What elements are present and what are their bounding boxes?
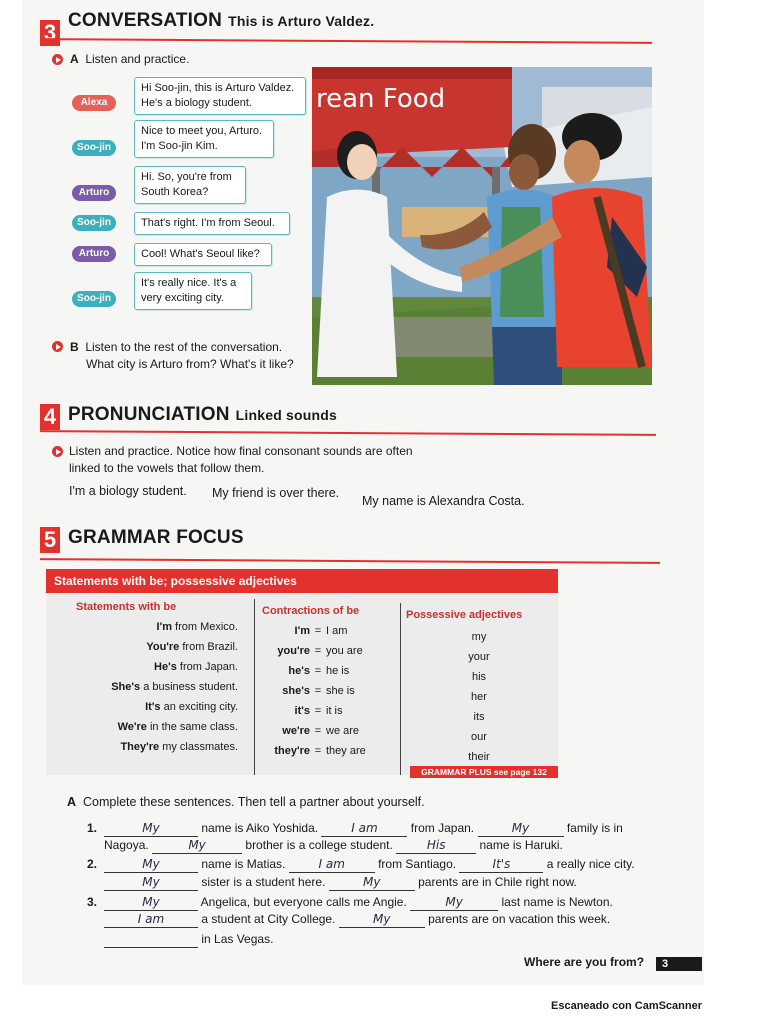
statement-row: We're in the same class.: [117, 721, 238, 733]
exercise-line-2: Nagoya. My brother is a college student. His name is Haruki.: [104, 838, 563, 852]
contraction-row: I'm = I am: [294, 625, 348, 637]
item-number-1: 1.: [87, 821, 98, 835]
section-3-title: [68, 10, 374, 32]
speech-bubble-4: That's right. I'm from Seoul.: [134, 212, 290, 235]
section-4-number: 4: [40, 404, 60, 430]
speech-bubble-5: Cool! What's Seoul like?: [134, 243, 272, 266]
section-4-subtitle: Linked sounds: [235, 407, 338, 423]
grammar-box-title: Statements with be; possessive adjectives: [46, 569, 558, 593]
item-number-3: 3.: [87, 895, 98, 909]
answer-blank-empty[interactable]: [104, 931, 198, 948]
exercise-line-5: My Angelica, but everyone calls me Angie. My last name is Newton.: [104, 894, 613, 911]
exercise-line-3: My name is Matias. I am from Santiago. It's a really nice city.: [104, 856, 635, 873]
page-number: 3: [656, 957, 702, 971]
linked-example-1: I'm a biology student.: [69, 484, 187, 498]
exercise-a-instruction: A Complete these sentences. Then tell a partner about yourself.: [67, 795, 425, 809]
statement-row: I'm from Mexico.: [156, 621, 238, 633]
scanner-watermark: Escaneado con CamScanner: [551, 1000, 703, 1012]
section-3-subtitle: This is Arturo Valdez.: [228, 13, 375, 29]
grammar-box: [46, 569, 558, 775]
exercise-line-4: My sister is a student here. My parents are in Chile right now.: [104, 874, 577, 891]
linked-example-3: My name is Alexandra Costa.: [362, 494, 525, 508]
answer-blank[interactable]: My: [104, 820, 198, 837]
statement-row: They're my classmates.: [120, 741, 238, 753]
part-b-instruction: B Listen to the rest of the conversation.: [70, 340, 283, 354]
possessive-row: my: [471, 631, 487, 643]
contraction-row: we're = we are: [282, 725, 360, 737]
speech-bubble-6: It's really nice. It's a very exciting city.: [134, 272, 252, 310]
statement-row: It's an exciting city.: [145, 701, 238, 713]
contraction-row: he's = he is: [288, 665, 350, 677]
exercise-line-7: in Las Vegas.: [104, 931, 273, 948]
statement-row: You're from Brazil.: [146, 641, 238, 653]
answer-blank[interactable]: My: [329, 874, 415, 891]
answer-blank[interactable]: It's: [459, 856, 543, 873]
contraction-row: it's = it is: [294, 705, 343, 717]
possessive-row: your: [468, 651, 490, 663]
answer-blank[interactable]: My: [410, 894, 498, 911]
answer-blank[interactable]: My: [104, 874, 198, 891]
audio-play-icon[interactable]: [52, 446, 63, 457]
part-b-question: What city is Arturo from? What's it like?: [86, 357, 294, 371]
audio-play-icon[interactable]: [52, 341, 63, 352]
answer-blank[interactable]: I am: [321, 820, 407, 837]
speaker-tag-arturo: Arturo: [72, 246, 116, 262]
contraction-row: they're = they are: [274, 745, 366, 757]
contraction-row: she's = she is: [282, 685, 355, 697]
answer-blank[interactable]: My: [104, 894, 198, 911]
col-head-possessives: Possessive adjectives: [406, 609, 523, 621]
audio-play-icon[interactable]: [52, 54, 63, 65]
possessive-row: their: [468, 751, 490, 763]
answer-blank[interactable]: My: [478, 820, 564, 837]
page-footer-question: Where are you from?: [524, 955, 645, 969]
speaker-tag-soo-jin: Soo-jin: [72, 291, 116, 307]
contraction-row: you're = you are: [277, 645, 363, 657]
exercise-line-1: My name is Aiko Yoshida. I am from Japan. My family is in: [104, 820, 623, 837]
section-3-number: 3: [40, 20, 60, 46]
section-4-title: [68, 404, 337, 426]
answer-blank[interactable]: My: [339, 911, 425, 928]
possessive-row: his: [471, 671, 487, 683]
speaker-tag-alexa: Alexa: [72, 95, 116, 111]
part-a-instruction: A Listen and practice.: [70, 52, 190, 66]
section-5-title: GRAMMAR FOCUS: [68, 527, 244, 548]
answer-blank[interactable]: My: [152, 837, 242, 854]
exercise-line-6: I am a student at City College. My parents are on vacation this week.: [104, 911, 610, 928]
column-divider: [400, 603, 401, 775]
market-illustration: [312, 67, 652, 385]
answer-blank[interactable]: His: [396, 837, 476, 854]
statement-row: He's from Japan.: [154, 661, 238, 673]
speech-bubble-1: Hi Soo-jin, this is Arturo Valdez. He's a biology student.: [134, 77, 306, 115]
speaker-tag-soo-jin: Soo-jin: [72, 140, 116, 156]
speech-bubble-3: Hi. So, you're from South Korea?: [134, 166, 246, 204]
possessive-row: her: [471, 691, 487, 703]
answer-blank[interactable]: I am: [104, 911, 198, 928]
answer-blank[interactable]: I am: [289, 856, 375, 873]
item-number-2: 2.: [87, 857, 98, 871]
pronunciation-instruction-2: linked to the vowels that follow them.: [69, 461, 265, 475]
grammar-plus-link[interactable]: GRAMMAR PLUS see page 132: [410, 766, 558, 778]
linked-example-2: My friend is over there.: [212, 486, 340, 500]
sign-text: rean Food: [316, 84, 446, 114]
speaker-tag-soo-jin: Soo-jin: [72, 215, 116, 231]
speaker-tag-arturo: Arturo: [72, 185, 116, 201]
col-head-contractions: Contractions of be: [262, 605, 360, 617]
col-head-statements: Statements with be: [76, 601, 177, 613]
possessive-row: our: [471, 731, 487, 743]
answer-blank[interactable]: My: [104, 856, 198, 873]
section-3-heading: CONVERSATION: [68, 10, 223, 31]
possessive-row: its: [473, 711, 485, 723]
pronunciation-instruction-1: Listen and practice. Notice how final consonant sounds are often: [69, 444, 413, 458]
section-5-number: 5: [40, 527, 60, 553]
section-4-heading: PRONUNCIATION: [68, 404, 230, 425]
speech-bubble-2: Nice to meet you, Arturo. I'm Soo-jin Kim.: [134, 120, 274, 158]
statement-row: She's a business student.: [111, 681, 238, 693]
